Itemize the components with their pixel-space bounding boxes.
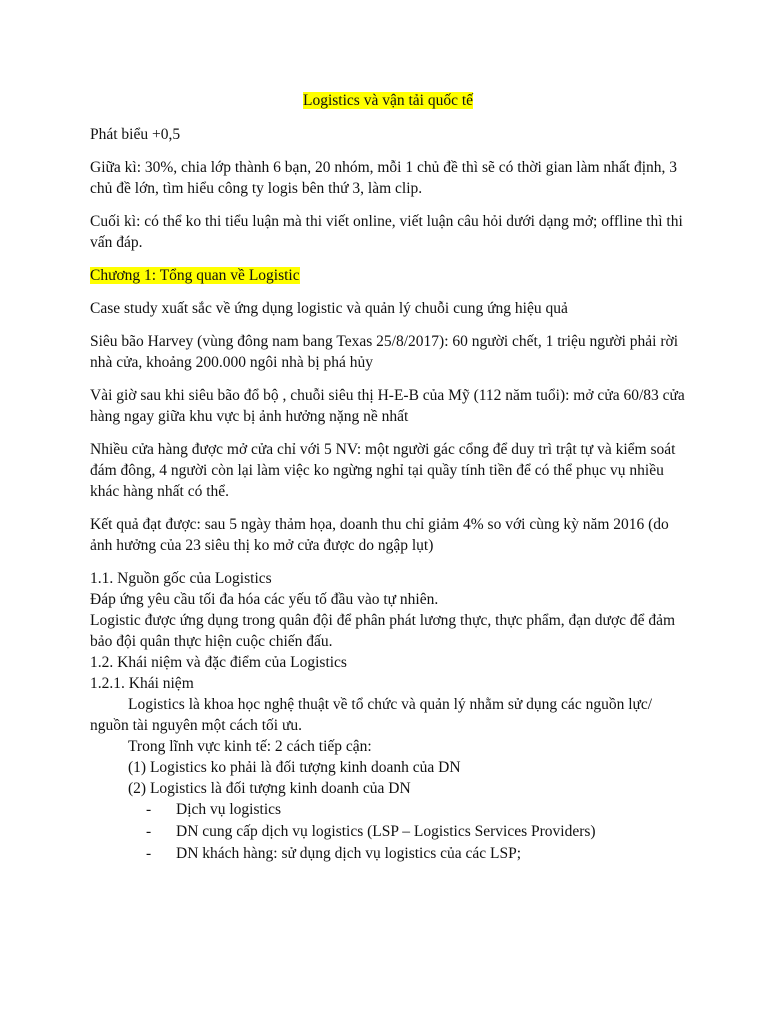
section-heading-1-2: 1.2. Khái niệm và đặc điểm của Logistics xyxy=(90,654,347,671)
dash-list xyxy=(90,799,686,865)
approach-line: Trong lĩnh vực kinh tế: 2 cách tiếp cận: xyxy=(128,738,372,755)
case-paragraph-4: Nhiều cửa hàng được mở cửa chỉ với 5 NV: một người gác cổng để duy trì trật tự và kiểm soát đám đông, 4 người còn lại làm việc ko ngừng nghỉ tại quầy tính tiền để có thể phục vụ nhiều khác hàng nhất có thể. xyxy=(90,441,676,500)
definition-paragraph: Logistics là khoa học nghệ thuật về tổ chức và quản lý nhằm sử dụng các nguồn lực/ nguồn tài nguyên một cách tối ưu. xyxy=(90,696,653,734)
chapter-heading xyxy=(90,265,686,286)
title-block xyxy=(90,92,686,110)
case-paragraph-2: Siêu bão Harvey (vùng đông nam bang Texas 25/8/2017): 60 người chết, 1 triệu người phải rời nhà cửa, khoảng 200.000 ngôi nhà bị phá hủy xyxy=(90,333,679,371)
section-heading-1-2-1: 1.2.1. Khái niệm xyxy=(90,675,194,692)
origin-line-2: Logistic được ứng dụng trong quân đội để phân phát lương thực, thực phẩm, đạn dược để đảm bảo đội quân thực hiện cuộc chiến đấu. xyxy=(90,612,676,650)
dash-list-item: - Dịch vụ logistics xyxy=(146,799,686,821)
case-paragraph-3: Vài giờ sau khi siêu bão đổ bộ , chuỗi siêu thị H-E-B của Mỹ (112 năm tuổi): mở cửa 60/83 cửa hàng ngay giữa khu vực bị ảnh hưởng nặng nề nhất xyxy=(90,387,685,425)
dash-list-item: - DN khách hàng: sử dụng dịch vụ logistics của các LSP; xyxy=(146,843,686,865)
approach-item-2: (2) Logistics là đối tượng kinh doanh của DN xyxy=(128,780,411,797)
chapter-heading-text: Chương 1: Tổng quan về Logistic xyxy=(90,267,300,284)
origin-line-1: Đáp ứng yêu cầu tối đa hóa các yếu tố đầu vào tự nhiên. xyxy=(90,591,439,608)
document-title: Logistics và vận tải quốc tế xyxy=(302,92,474,109)
case-paragraph-1: Case study xuất sắc về ứng dụng logistic và quản lý chuỗi cung ứng hiệu quả xyxy=(90,300,568,317)
intro-paragraph-1: Phát biểu +0,5 xyxy=(90,126,181,143)
intro-paragraph-3: Cuối kì: có thể ko thi tiểu luận mà thi viết online, viết luận câu hỏi dưới dạng mở; offline thì thi vấn đáp. xyxy=(90,213,683,251)
intro-paragraph-2: Giữa kì: 30%, chia lớp thành 6 bạn, 20 nhóm, mỗi 1 chủ đề thì sẽ có thời gian làm nhất định, 3 chủ đề lớn, tìm hiểu công ty logis bên thứ 3, làm clip. xyxy=(90,159,678,197)
approach-item-1: (1) Logistics ko phải là đối tượng kinh doanh của DN xyxy=(128,759,461,776)
section-heading-1-1: 1.1. Nguồn gốc của Logistics xyxy=(90,570,272,587)
case-paragraph-5: Kết quả đạt được: sau 5 ngày thảm họa, doanh thu chỉ giảm 4% so với cùng kỳ năm 2016 (do ảnh hưởng của 23 siêu thị ko mở cửa được do ngập lụt) xyxy=(90,516,669,554)
dash-list-item: - DN cung cấp dịch vụ logistics (LSP – Logistics Services Providers) xyxy=(146,821,686,843)
